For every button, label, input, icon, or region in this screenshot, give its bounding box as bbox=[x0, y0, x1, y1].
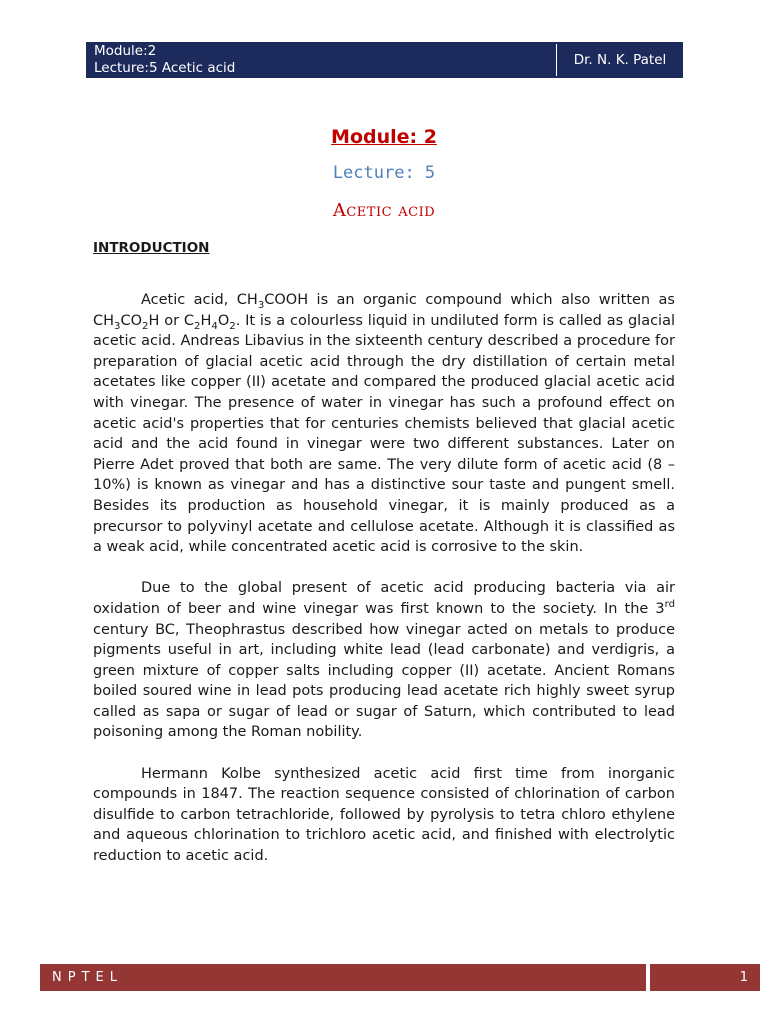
p1-text: . It is a colourless liquid in undiluted form is called as glacial acetic acid. Andreas Libavius in the sixteenth century described a procedure for preparation of glacial acetic acid through the dry distillation of certain metal acetates like copper (II) acetate and compared the produced glacial acetic acid with vinegar. The presence of water in vinegar has such a profound effect on acetic acid's properties that for centuries chemists believed that glacial acetic acid and the acid found in vinegar were two different substances. Later on Pierre Adet proved that both are same. The very dilute form of acetic acid (8 – 10%) is known as vinegar and has a distinctive sour taste and pungent smell. Besides its production as household vinegar, it is mainly produced as a precursor to polyvinyl acetate and cellulose acetate. Although it is classified as a weak acid, while concentrated acetic acid is corrosive to the skin. bbox=[93, 312, 675, 556]
paragraph-1 bbox=[93, 290, 675, 558]
p1-subscript: 3 bbox=[114, 320, 121, 332]
p1-subscript: 4 bbox=[211, 320, 218, 332]
module-title: Module: 2 bbox=[331, 126, 437, 148]
p1-subscript: 3 bbox=[257, 299, 265, 311]
section-heading-introduction: INTRODUCTION bbox=[93, 240, 210, 256]
footer-page-number: 1 bbox=[650, 964, 760, 991]
p1-text: CO bbox=[120, 312, 143, 329]
p1-subscript: 2 bbox=[142, 320, 149, 332]
paragraph-3: Hermann Kolbe synthesized acetic acid first time from inorganic compounds in 1847. The reaction sequence consisted of chlorination of carbon disulfide to carbon tetrachloride, followed by pyrolysis to tetra chloro ethylene and aqueous chlorination to trichloro acetic acid, and finished with electrolytic reduction to acetic acid. bbox=[93, 765, 675, 865]
p1-text: COOH is an organic compound which also written as CH bbox=[93, 292, 675, 329]
p1-text: H bbox=[200, 312, 212, 329]
footer-label: NPTEL bbox=[40, 964, 646, 991]
lecture-title: Lecture: 5 bbox=[332, 163, 436, 183]
page-header bbox=[86, 42, 683, 78]
header-module-info bbox=[94, 43, 235, 77]
header-module-line: Module:2 bbox=[94, 43, 157, 59]
header-lecture-line: Lecture:5 Acetic acid bbox=[94, 60, 236, 76]
p2-text: century BC, Theophrastus described how vinegar acted on metals to produce pigments useful in art, including white lead (lead carbonate) and verdigris, a green mixture of copper salts including copper (II) acetate. Ancient Romans boiled soured wine in lead pots producing lead acetate rich highly sweet syrup called as sapa or sugar of lead or sugar of Saturn, which contributed to lead poisoning among the Roman nobility. bbox=[93, 621, 675, 741]
p2-superscript: rd bbox=[664, 599, 675, 611]
paragraph-2 bbox=[93, 578, 675, 743]
p1-text: O bbox=[217, 312, 230, 329]
p1-text: Acetic acid, CH bbox=[141, 292, 258, 308]
header-author: Dr. N. K. Patel bbox=[556, 44, 683, 76]
p2-text: Due to the global present of acetic acid producing bacteria via air oxidation of beer and wine vinegar was first known to the society. In the 3 bbox=[93, 580, 675, 617]
p1-text: H or C bbox=[148, 312, 194, 329]
topic-title: Acetic acid bbox=[332, 200, 436, 221]
p1-subscript: 2 bbox=[229, 320, 236, 332]
p1-subscript: 2 bbox=[194, 320, 201, 332]
body-text bbox=[93, 290, 675, 887]
